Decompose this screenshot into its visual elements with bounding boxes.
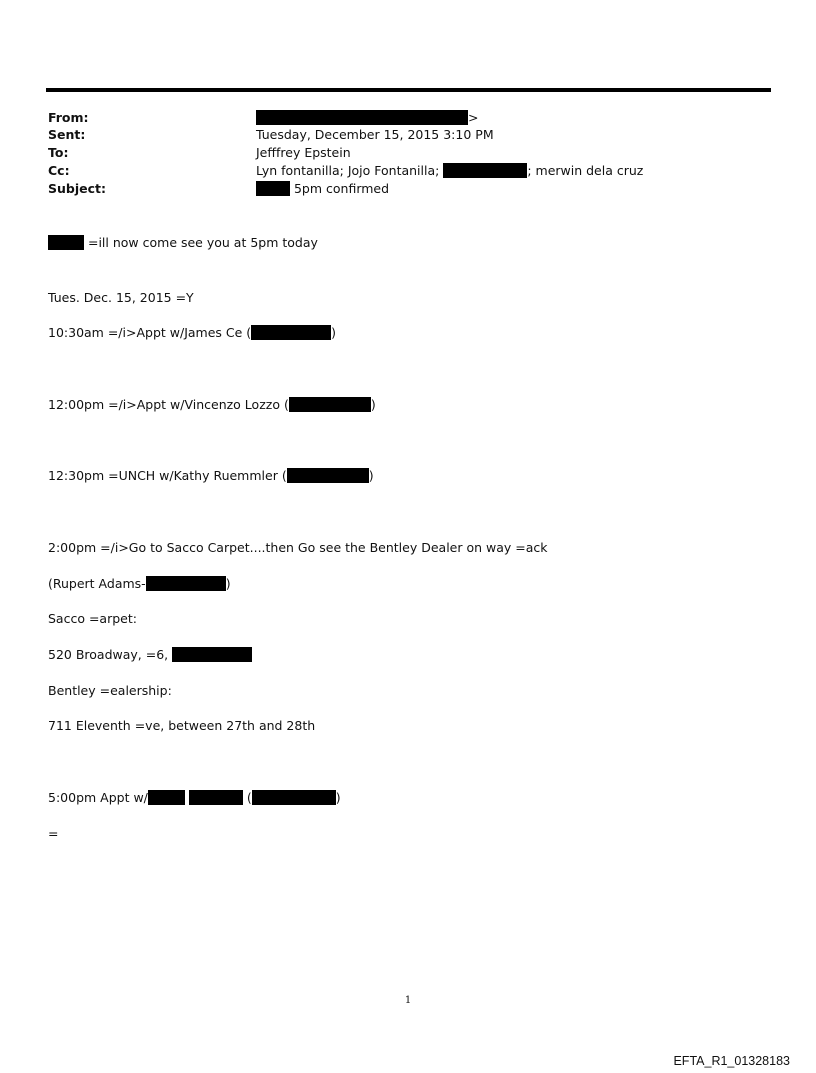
intro-line <box>48 234 318 252</box>
redaction-box <box>256 181 290 196</box>
bentley-address: 711 Eleventh =ve, between 27th and 28th <box>48 718 316 733</box>
appointment-2-close: ) <box>370 397 376 412</box>
appointment-5-close: ) <box>335 790 341 805</box>
appointment-1-text: 10:30am =/i>Appt w/James Ce ( <box>48 325 252 340</box>
page-number: 1 <box>404 995 412 1006</box>
rupert-text: (Rupert Adams- <box>48 576 146 591</box>
redaction-box <box>148 790 185 805</box>
sent-value: Tuesday, December 15, 2015 3:10 PM <box>256 127 494 142</box>
cc-value <box>256 162 643 180</box>
lunch-appointment <box>48 467 374 485</box>
appointment-5-text: 5:00pm Appt w/ <box>48 790 148 805</box>
top-rule <box>46 88 771 92</box>
sacco-label: Sacco =arpet: <box>48 611 137 626</box>
from-label: From: <box>48 110 89 125</box>
trailing-line: = <box>48 826 59 841</box>
redaction-box <box>252 790 336 805</box>
rupert-line <box>48 575 231 593</box>
redaction-box <box>146 576 226 591</box>
cc-label: Cc: <box>48 163 70 178</box>
subject-value <box>256 180 389 198</box>
redaction-box <box>256 110 338 125</box>
rupert-close: ) <box>225 576 231 591</box>
appointment-5-paren: ( <box>246 790 252 805</box>
cc-names-2: ; merwin dela cruz <box>527 163 644 178</box>
redaction-box <box>48 235 84 250</box>
redaction-box <box>338 110 468 125</box>
redaction-box <box>443 163 527 178</box>
subject-text: 5pm confirmed <box>293 181 390 196</box>
sent-label: Sent: <box>48 127 86 142</box>
to-label: To: <box>48 145 69 160</box>
subject-label: Subject: <box>48 181 106 196</box>
redaction-box <box>172 647 252 662</box>
appointment-2-text: 12:00pm =/i>Appt w/Vincenzo Lozzo ( <box>48 397 289 412</box>
appointment-5 <box>48 789 341 807</box>
to-value: Jefffrey Epstein <box>256 145 351 160</box>
lunch-text: 12:30pm =UNCH w/Kathy Ruemmler ( <box>48 468 287 483</box>
redaction-box <box>289 397 371 412</box>
appointment-2 <box>48 396 376 414</box>
redaction-box <box>189 790 243 805</box>
appointment-1-close: ) <box>331 325 337 340</box>
from-value <box>256 109 478 127</box>
bates-number: EFTA_R1_01328183 <box>673 1054 790 1068</box>
from-suffix: > <box>468 110 479 125</box>
redaction-box <box>251 325 331 340</box>
redaction-box <box>287 468 369 483</box>
intro-text: =ill now come see you at 5pm today <box>87 235 318 250</box>
errand-line: 2:00pm =/i>Go to Sacco Carpet....then Go see the Bentley Dealer on way =ack <box>48 540 548 555</box>
cc-names-1: Lyn fontanilla; Jojo Fontanilla; <box>256 163 440 178</box>
lunch-close: ) <box>368 468 374 483</box>
sacco-address <box>48 646 252 664</box>
date-line: Tues. Dec. 15, 2015 =Y <box>48 290 194 305</box>
sacco-address-text: 520 Broadway, =6, <box>48 647 169 662</box>
appointment-1 <box>48 324 336 342</box>
bentley-label: Bentley =ealership: <box>48 683 172 698</box>
